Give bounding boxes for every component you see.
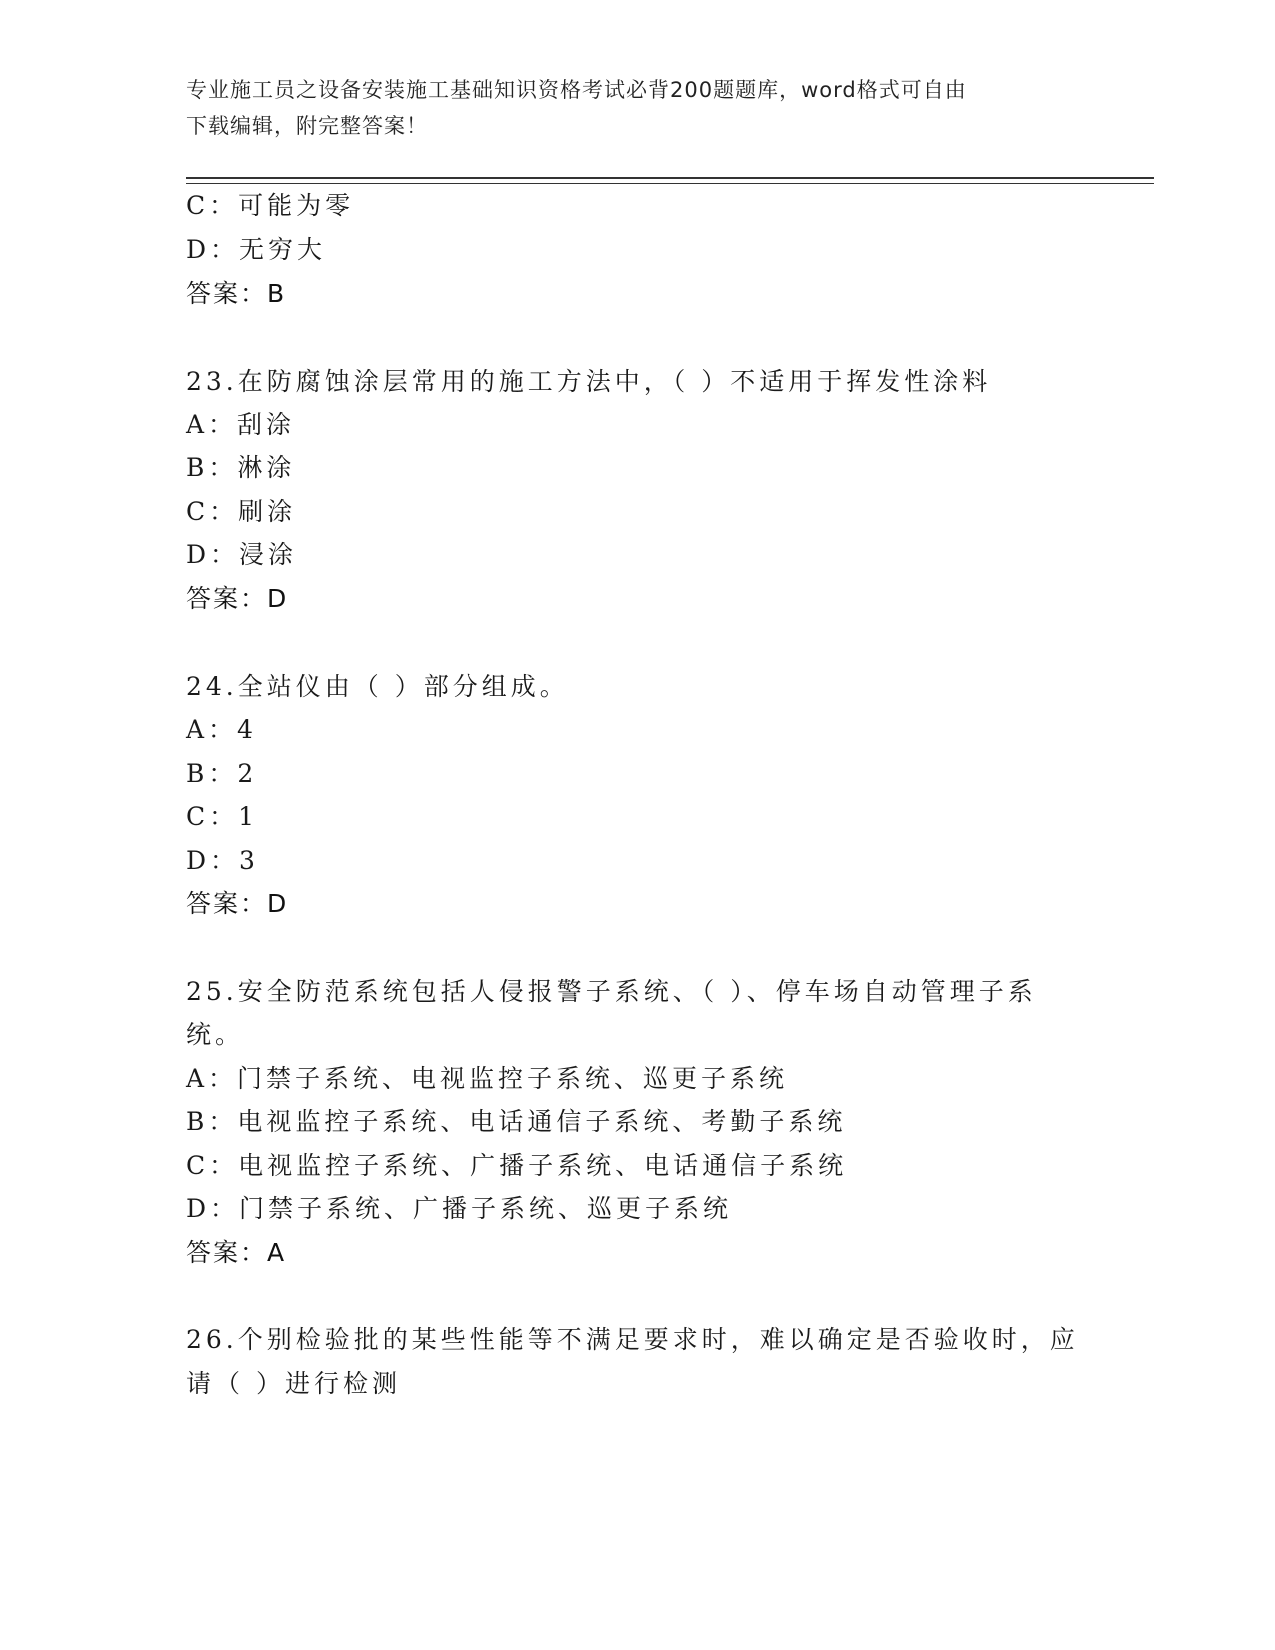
q25-option-c: C：电视监控子系统、广播子系统、电话通信子系统 (186, 1151, 848, 1180)
q25-option-d: D：门禁子系统、广播子系统、巡更子系统 (186, 1194, 733, 1223)
q22-option-d: D：无穷大 (186, 235, 327, 264)
q24-option-c: C：1 (186, 802, 259, 831)
q23-option-b: B：淋涂 (186, 453, 296, 482)
header-line-2: 下载编辑，附完整答案！ (186, 114, 428, 138)
q24-option-a: A：4 (186, 715, 257, 744)
q26-stem-line-2: 请（ ）进行检测 (186, 1369, 401, 1398)
page-header (186, 72, 1066, 144)
q23-option-a: A：刮涂 (186, 410, 296, 439)
q24-option-d: D：3 (186, 846, 259, 875)
q25-stem-line-2: 统。 (186, 1020, 245, 1049)
header-line-1: 专业施工员之设备安装施工基础知识资格考试必背200题题库，word格式可自由 (186, 78, 967, 102)
q23-option-d: D：浸涂 (186, 540, 298, 569)
q22-option-c: C：可能为零 (186, 191, 355, 220)
q22-answer: 答案：B (186, 279, 287, 308)
q24-stem: 24.全站仪由（ ）部分组成。 (186, 672, 569, 701)
q24-option-b: B：2 (186, 759, 258, 788)
q26-stem-line-1: 26.个别检验批的某些性能等不满足要求时，难以确定是否验收时，应 (186, 1325, 1079, 1354)
q23-answer: 答案：D (186, 584, 289, 613)
q23-stem: 23.在防腐蚀涂层常用的施工方法中，（ ）不适用于挥发性涂料 (186, 367, 992, 396)
q25-option-b: B：电视监控子系统、电话通信子系统、考勤子系统 (186, 1107, 847, 1136)
q24-answer: 答案：D (186, 889, 289, 918)
header-divider-thin (186, 183, 1154, 184)
q25-stem-line-1: 25.安全防范系统包括人侵报警子系统、（ ）、停车场自动管理子系 (186, 977, 1037, 1006)
q23-option-c: C：刷涂 (186, 497, 297, 526)
q25-answer: 答案：A (186, 1238, 287, 1267)
q25-option-a: A：门禁子系统、电视监控子系统、巡更子系统 (186, 1064, 789, 1093)
header-divider-thick (186, 177, 1154, 179)
